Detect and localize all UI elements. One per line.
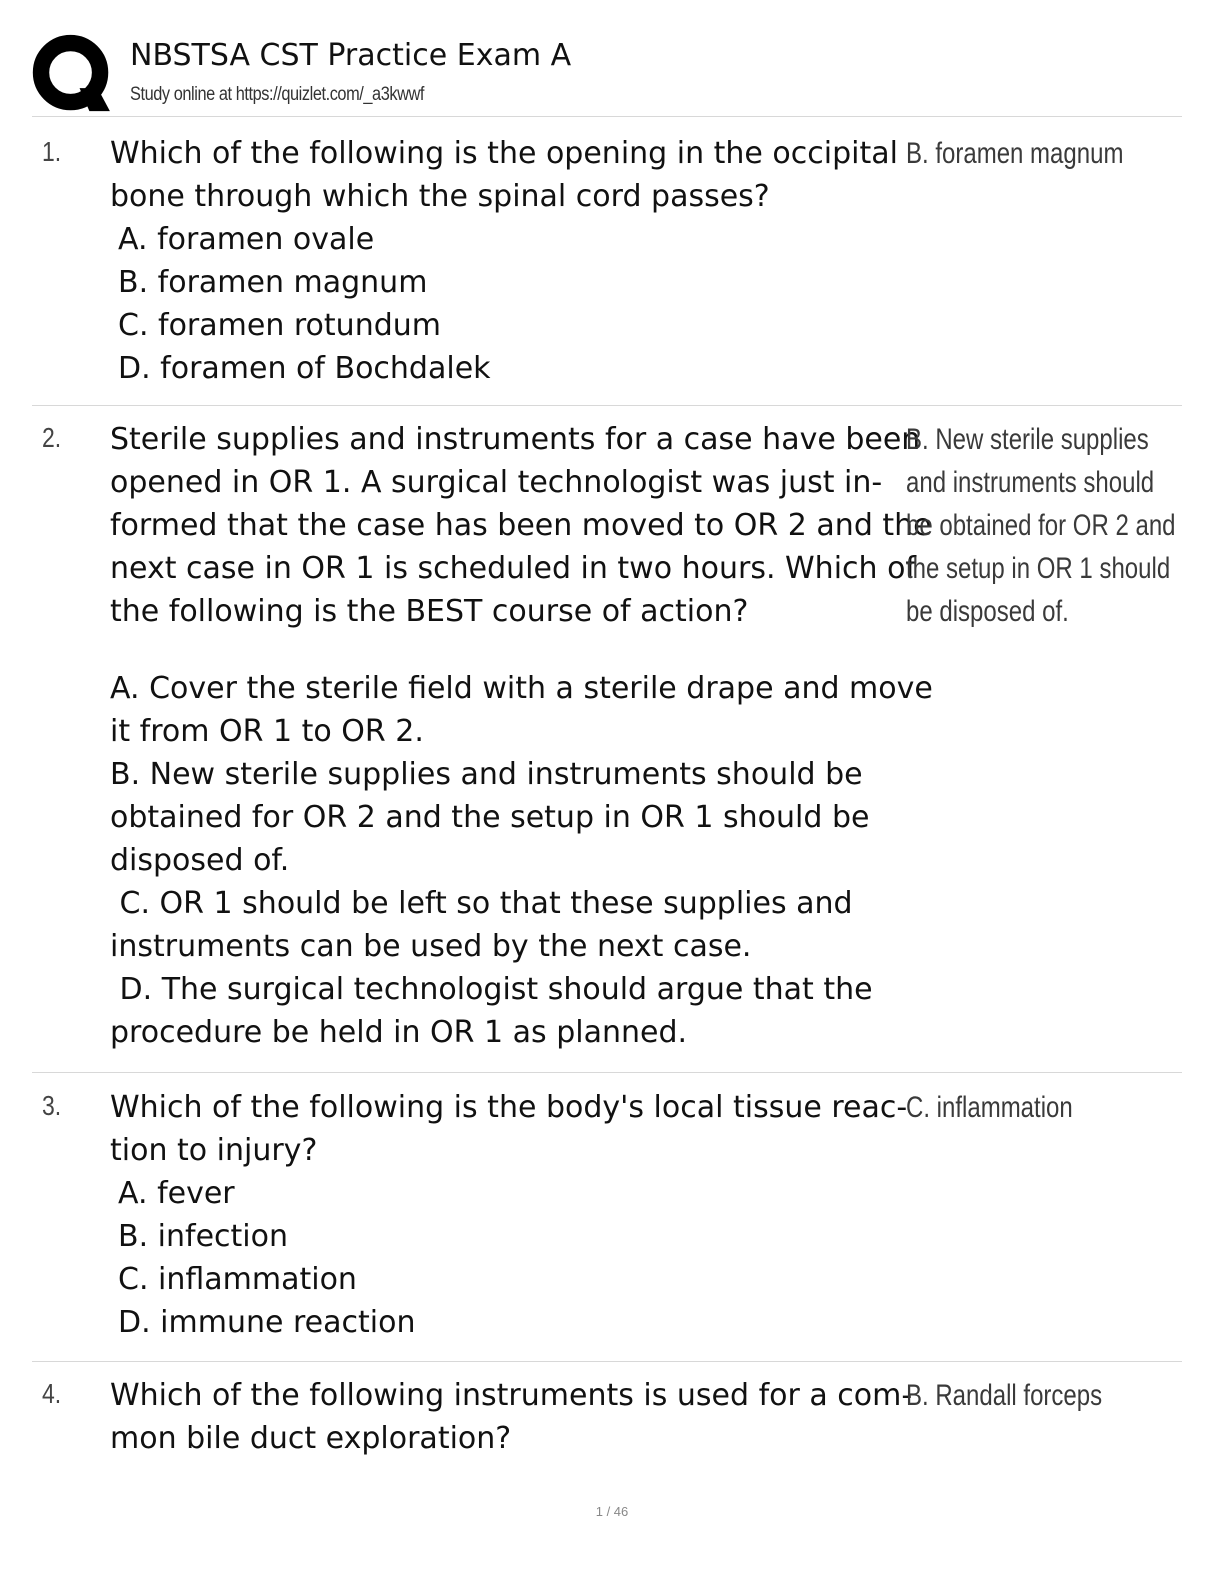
page-title: NBSTSA CST Practice Exam A [130,38,572,73]
question-text [110,1086,908,1344]
option-line: obtained for OR 2 and the setup in OR 1 should be [110,800,870,835]
question-line: the following is the BEST course of action? [110,594,749,629]
question-text [110,418,933,1054]
option-line: C. OR 1 should be left so that these supplies and [110,886,853,921]
question-line: mon bile duct exploration? [110,1421,512,1456]
question-line: bone through which the spinal cord passes? [110,179,770,214]
answer [906,1374,1146,1417]
option-line: instruments can be used by the next case. [110,929,752,964]
option: A. fever [118,1176,235,1211]
option: B. foramen magnum [118,265,428,300]
divider [32,405,1182,406]
answer-line: be disposed of. [906,595,1069,628]
divider [32,1361,1182,1362]
page-header [28,30,1188,116]
option-line: disposed of. [110,843,290,878]
question-line: next case in OR 1 is scheduled in two hours. Which of [110,551,916,586]
question-line: opened in OR 1. A surgical technologist was just in- [110,465,883,500]
answer-line: and instruments should [906,466,1155,499]
question-text [110,1374,913,1460]
option: B. infection [118,1219,288,1254]
option-line: it from OR 1 to OR 2. [110,714,424,749]
question-line: formed that the case has been moved to OR 2 and the [110,508,932,543]
answer-line: C. inflammation [906,1091,1073,1124]
question-number: 3. [42,1090,62,1121]
question-number: 1. [42,136,62,167]
option: A. foramen ovale [118,222,375,257]
answer-line: B. Randall forceps [906,1379,1103,1412]
option-line: B. New sterile supplies and instruments should be [110,757,863,792]
page-number: 1 / 46 [595,1504,629,1519]
answer-line: be obtained for OR 2 and [906,509,1176,542]
divider [32,116,1182,117]
quizlet-logo-icon [32,34,114,116]
divider [32,1072,1182,1073]
option: C. foramen rotundum [118,308,441,343]
answer-line: B. foramen magnum [906,137,1124,170]
option: D. immune reaction [118,1305,416,1340]
option-line: procedure be held in OR 1 as planned. [110,1015,688,1050]
answer [906,1086,1146,1129]
answer-line: the setup in OR 1 should [906,552,1171,585]
question-number: 2. [42,422,62,453]
question-line: tion to injury? [110,1133,318,1168]
answer [906,132,1146,175]
option: C. inflammation [118,1262,357,1297]
question-line: Which of the following is the opening in the occipital [110,136,898,171]
option-line: A. Cover the sterile field with a sterile drape and move [110,671,933,706]
answer [906,418,1176,633]
question-text [110,132,900,390]
answer-line: B. New sterile supplies [906,423,1149,456]
question-line: Which of the following instruments is used for a com- [110,1378,913,1413]
question-line: Which of the following is the body's local tissue reac- [110,1090,908,1125]
option: D. foramen of Bochdalek [118,351,491,386]
option-line: D. The surgical technologist should argue that the [110,972,873,1007]
question-number: 4. [42,1378,62,1409]
question-line: Sterile supplies and instruments for a case have been [110,422,921,457]
study-online-link[interactable]: Study online at https://quizlet.com/_a3kwwf [130,84,424,105]
